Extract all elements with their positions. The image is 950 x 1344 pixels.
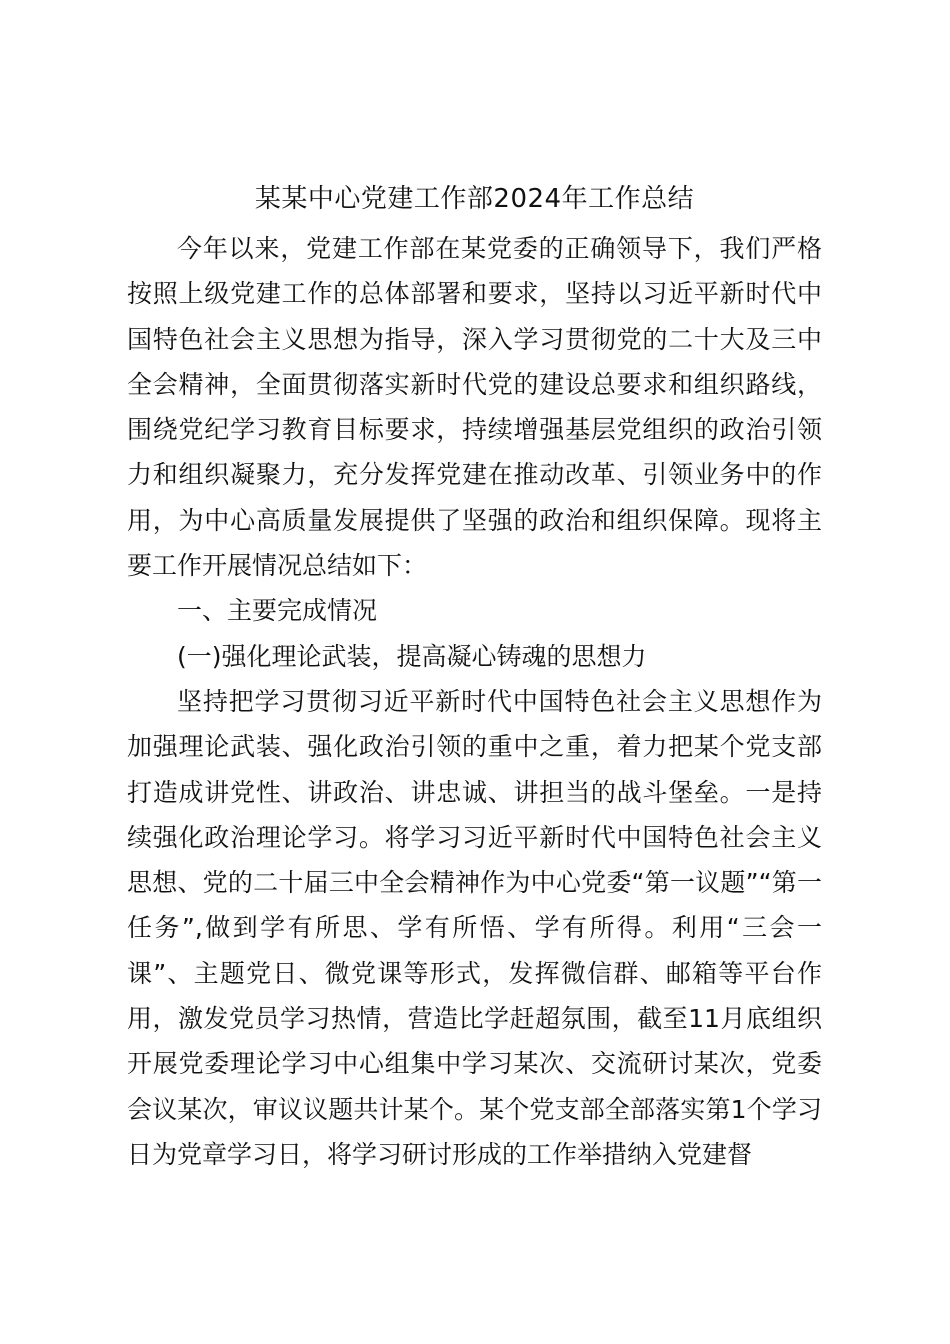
section-heading: 一、主要完成情况 — [177, 596, 378, 626]
intro-paragraph: 今年以来，党建工作部在某党委的正确领导下，我们严格按照上级党建工作的总体部署和要求，坚持以习近平新时代中国特色社会主义思想为指导，深入学习贯彻党的二十大及三中全会精神，全面贯彻落实新时代党的建设总要求和组织路线，围绕党纪学习教育目标要求，持续增强基层党组织的政治引领力和组织凝聚力，充分发挥党建在推动改革、引领业务中的作用，为中心高质量发展提供了坚强的政治和组织保障。现将主要工作开展情况总结如下： — [127, 234, 822, 581]
body-paragraph: 坚持把学习贯彻习近平新时代中国特色社会主义思想作为加强理论武装、强化政治引领的重中之重，着力把某个党支部打造成讲党性、讲政治、讲忠诚、讲担当的战斗堡垒。一是持续强化政治理论学习。将学习习近平新时代中国特色社会主义思想、党的二十届三中全会精神作为中心党委“第一议题”“第一任务”,做到学有所思、学有所悟、学有所得。利用“三会一课”、主题党日、微党课等形式，发挥微信群、邮箱等平台作用，激发党员学习热情，营造比学赶超氛围，截至11月底组织开展党委理论学习中心组集中学习某次、交流研讨某次，党委会议某次，审议议题共计某个。某个党支部全部落实第1个学习日为党章学习日，将学习研讨形成的工作举措纳入党建督 — [127, 686, 822, 1169]
subsection-heading: (一)强化理论武装，提高凝心铸魂的思想力 — [177, 641, 647, 671]
document-title: 某某中心党建工作部2024年工作总结 — [254, 184, 695, 214]
document-body — [127, 172, 822, 1177]
